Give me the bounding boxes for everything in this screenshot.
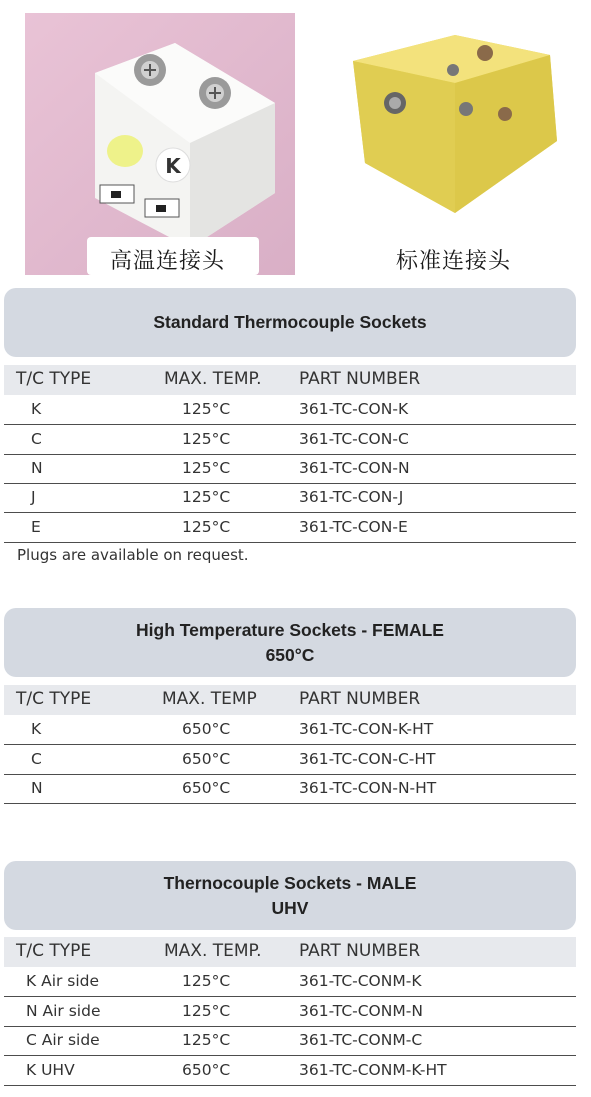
cell-temp: 125°C bbox=[182, 1002, 231, 1020]
table-row bbox=[4, 454, 576, 484]
table-1-title-banner bbox=[4, 288, 576, 357]
cell-part-number: 361-TC-CON-C-HT bbox=[299, 750, 436, 768]
table-row bbox=[4, 483, 576, 513]
k-badge-letter: K bbox=[165, 154, 181, 178]
plugs-note: Plugs are available on request. bbox=[17, 546, 249, 564]
table-3-title: Thernocouple Sockets - MALE bbox=[163, 872, 417, 893]
white-connector-icon bbox=[25, 13, 295, 275]
cell-part-number: 361-TC-CON-E bbox=[299, 518, 408, 536]
cell-temp: 650°C bbox=[182, 1061, 231, 1079]
header-tc-type: T/C TYPE bbox=[16, 941, 92, 961]
header-tc-type: T/C TYPE bbox=[16, 689, 92, 709]
header-part-number: PART NUMBER bbox=[299, 941, 421, 961]
header-tc-type: T/C TYPE bbox=[16, 369, 92, 389]
table-2-subtitle: 650°C bbox=[265, 644, 315, 665]
header-part-number: PART NUMBER bbox=[299, 689, 421, 709]
header-max-temp: MAX. TEMP. bbox=[164, 941, 262, 961]
table-3-subtitle: UHV bbox=[271, 897, 309, 918]
table-row bbox=[4, 997, 576, 1027]
cell-type: J bbox=[31, 488, 36, 506]
table-row bbox=[4, 967, 576, 997]
cell-part-number: 361-TC-CON-N-HT bbox=[299, 779, 437, 797]
high-temp-connector-caption: 高温连接头 bbox=[110, 249, 226, 274]
cell-temp: 650°C bbox=[182, 720, 231, 738]
table-2-title-banner bbox=[4, 608, 576, 677]
table-row bbox=[4, 1056, 576, 1086]
header-max-temp: MAX. TEMP. bbox=[164, 369, 262, 389]
cell-type: N bbox=[31, 459, 43, 477]
cell-type: C bbox=[31, 430, 42, 448]
cell-type: N Air side bbox=[26, 1002, 101, 1020]
cell-temp: 125°C bbox=[182, 488, 231, 506]
header-max-temp: MAX. TEMP bbox=[162, 689, 257, 709]
cell-part-number: 361-TC-CON-N bbox=[299, 459, 410, 477]
yellow-connector-icon bbox=[335, 13, 571, 243]
cell-part-number: 361-TC-CON-C bbox=[299, 430, 409, 448]
table-row bbox=[4, 745, 576, 775]
cell-temp: 650°C bbox=[182, 779, 231, 797]
cell-part-number: 361-TC-CON-K bbox=[299, 400, 409, 418]
table-1-header bbox=[4, 365, 576, 395]
cell-type: K Air side bbox=[26, 972, 100, 990]
table-1-title: Standard Thermocouple Sockets bbox=[153, 312, 427, 332]
table-2-title: High Temperature Sockets - FEMALE bbox=[136, 619, 444, 640]
table-row bbox=[4, 715, 576, 745]
cell-temp: 125°C bbox=[182, 518, 231, 536]
table-row bbox=[4, 1026, 576, 1056]
table-row bbox=[4, 395, 576, 425]
table-row bbox=[4, 513, 576, 543]
table-3-header bbox=[4, 937, 576, 967]
cell-type: K bbox=[31, 720, 42, 738]
cell-part-number: 361-TC-CONM-C bbox=[299, 1031, 423, 1049]
cell-temp: 125°C bbox=[182, 430, 231, 448]
cell-temp: 125°C bbox=[182, 459, 231, 477]
standard-connector-photo bbox=[335, 13, 571, 275]
table-row bbox=[4, 425, 576, 455]
table-row bbox=[4, 774, 576, 804]
cell-type: K bbox=[31, 400, 42, 418]
header-part-number: PART NUMBER bbox=[299, 369, 421, 389]
table-2-header bbox=[4, 685, 576, 715]
cell-part-number: 361-TC-CONM-K bbox=[299, 972, 422, 990]
cell-part-number: 361-TC-CONM-K-HT bbox=[299, 1061, 447, 1079]
cell-temp: 125°C bbox=[182, 1031, 231, 1049]
standard-connector-caption: 标准连接头 bbox=[396, 249, 512, 274]
cell-part-number: 361-TC-CON-J bbox=[299, 488, 404, 506]
cell-type: C bbox=[31, 750, 42, 768]
cell-temp: 650°C bbox=[182, 750, 231, 768]
table-3-title-banner bbox=[4, 861, 576, 930]
high-temp-connector-photo bbox=[25, 13, 295, 275]
cell-part-number: 361-TC-CON-K-HT bbox=[299, 720, 434, 738]
cell-temp: 125°C bbox=[182, 972, 231, 990]
cell-part-number: 361-TC-CONM-N bbox=[299, 1002, 423, 1020]
cell-type: C Air side bbox=[26, 1031, 100, 1049]
cell-temp: 125°C bbox=[182, 400, 231, 418]
cell-type: N bbox=[31, 779, 43, 797]
cell-type: K UHV bbox=[26, 1061, 75, 1079]
cell-type: E bbox=[31, 518, 41, 536]
